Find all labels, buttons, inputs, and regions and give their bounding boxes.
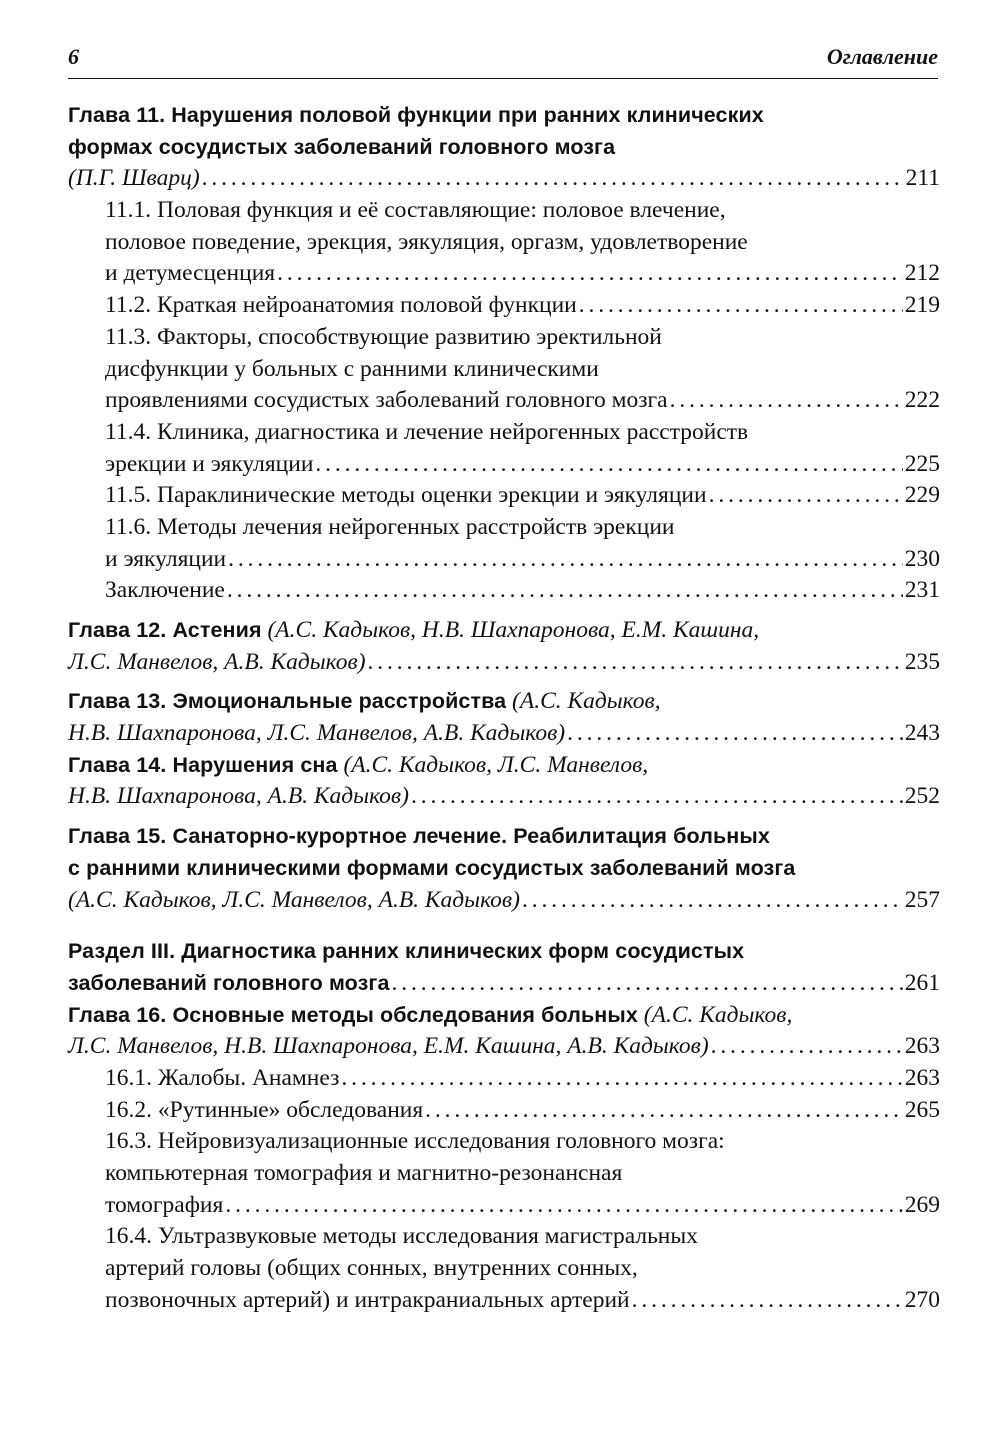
chapter-15-title-line2: с ранними клиническими формами сосудистых заболеваний мозга: [68, 855, 796, 880]
dot-leader: [711, 1031, 903, 1063]
chapter-13-authors-part1: (А.С. Кадыков,: [512, 688, 661, 715]
part-3-title-line1: Раздел III. Диагностика ранних клинических форм сосудистых: [68, 939, 745, 964]
section-11-2-title: 11.2. Краткая нейроанатомия половой функции: [105, 292, 577, 319]
section-11-1-line3: и детумесценция: [105, 260, 276, 287]
section-11-conclusion-page: 231: [904, 577, 940, 604]
section-11-6-line1: 11.6. Методы лечения нейрогенных расстройств эрекции: [105, 513, 675, 540]
chapter-13-line1: [68, 686, 940, 718]
section-11-1-line1: 11.1. Половая функция и её составляющие: половое влечение,: [105, 197, 726, 224]
chapter-13-entry[interactable]: [68, 718, 940, 750]
dot-leader: [632, 1285, 903, 1317]
section-16-2-title: 16.2. «Рутинные» обследования: [105, 1096, 424, 1123]
section-11-6-entry[interactable]: [68, 544, 940, 576]
chapter-12-authors-part1: (А.С. Кадыков, Н.В. Шахпаронова, Е.М. Кашина,: [267, 617, 760, 643]
chapter-13-page: 243: [904, 720, 940, 747]
running-title: Оглавление: [826, 44, 938, 69]
chapter-16-page: 263: [904, 1033, 940, 1060]
section-11-conclusion-title: Заключение: [105, 577, 225, 604]
section-16-3-entry[interactable]: [68, 1190, 940, 1222]
part-3-entry[interactable]: [68, 968, 940, 1000]
chapter-14-line1: [68, 750, 940, 782]
section-16-3-line3: томография: [105, 1191, 224, 1218]
dot-leader: [392, 968, 903, 1000]
dot-leader: [227, 575, 903, 607]
part-3-title-line2: заболеваний головного мозга: [68, 970, 390, 995]
chapter-12-entry[interactable]: [68, 647, 940, 679]
section-11-1-page: 212: [904, 260, 940, 287]
chapter-11-authors: (П.Г. Шварц): [68, 165, 200, 192]
dot-leader: [411, 781, 903, 813]
part-3-page: 261: [904, 969, 940, 996]
table-of-contents: [68, 100, 940, 1316]
chapter-13-authors-part2: Н.В. Шахпаронова, Л.С. Манвелов, А.В. Кадыков): [68, 720, 566, 747]
section-11-3-line1: 11.3. Факторы, способствующие развитию эректильной: [105, 323, 662, 350]
dot-leader: [202, 163, 904, 195]
section-11-1-entry[interactable]: [68, 258, 940, 290]
section-11-4-entry[interactable]: [68, 449, 940, 481]
section-16-2-entry[interactable]: [68, 1095, 940, 1127]
section-16-1-entry[interactable]: [68, 1063, 940, 1095]
dot-leader: [315, 449, 902, 481]
section-11-5-title: 11.5. Параклинические методы оценки эрекции и эякуляции: [105, 482, 707, 509]
section-11-6-line2: и эякуляции: [105, 545, 227, 572]
dot-leader: [567, 718, 903, 750]
running-header: [68, 44, 938, 79]
section-11-3-page: 222: [904, 387, 940, 414]
section-11-2-entry[interactable]: [68, 290, 940, 322]
section-16-4-line1: 16.4. Ультразвуковые методы исследования магистральных: [105, 1223, 698, 1250]
chapter-12-title: Глава 12. Астения: [68, 618, 262, 642]
section-16-1-page: 263: [904, 1064, 940, 1091]
section-11-3-line2: дисфункции у больных с ранними клиническими: [105, 355, 599, 382]
chapter-12-page: 235: [904, 648, 940, 675]
section-16-1-title: 16.1. Жалобы. Анамнез: [105, 1064, 340, 1091]
chapter-12-line1: [68, 615, 940, 647]
section-16-3-line2: компьютерная томография и магнитно-резонансная: [105, 1160, 623, 1186]
chapter-13-title: Глава 13. Эмоциональные расстройства: [68, 689, 507, 714]
section-11-1-line2: половое поведение, эрекция, эякуляция, оргазм, удовлетворение: [105, 228, 748, 255]
chapter-16-authors-part2: Л.С. Манвелов, Н.В. Шахпаронова, Е.М. Кашина, А.В. Кадыков): [68, 1033, 709, 1060]
dot-leader: [225, 1190, 902, 1222]
chapter-16-line1: [68, 1000, 940, 1032]
section-16-4-line3: позвоночных артерий) и интракраниальных артерий: [105, 1286, 630, 1313]
chapter-16-authors-part1: (А.С. Кадыков,: [643, 1001, 793, 1028]
section-16-3-page: 269: [904, 1191, 940, 1218]
chapter-14-authors-part1: (А.С. Кадыков, Л.С. Манвелов,: [343, 751, 649, 778]
chapter-14-title: Глава 14. Нарушения сна: [68, 752, 338, 777]
section-16-3-line1: 16.3. Нейровизуализационные исследования головного мозга:: [105, 1128, 725, 1155]
section-16-4-entry[interactable]: [68, 1285, 940, 1317]
section-11-4-line1: 11.4. Клиника, диагностика и лечение нейрогенных расстройств: [105, 418, 749, 445]
section-11-conclusion-entry[interactable]: [68, 575, 940, 607]
chapter-16-entry[interactable]: [68, 1031, 940, 1063]
section-16-4-page: 270: [904, 1286, 940, 1313]
dot-leader: [277, 258, 903, 290]
dot-leader: [425, 1095, 903, 1127]
chapter-12-authors-part2: Л.С. Манвелов, А.В. Кадыков): [68, 648, 366, 675]
section-11-2-page: 219: [904, 292, 940, 319]
section-16-4-line2: артерий головы (общих сонных, внутренних сонных,: [105, 1255, 638, 1282]
page-number: 6: [68, 44, 79, 69]
section-11-3-line3: проявлениями сосудистых заболеваний головного мозга: [105, 387, 668, 414]
dot-leader: [341, 1063, 902, 1095]
chapter-16-title: Глава 16. Основные методы обследования больных: [68, 1002, 638, 1027]
chapter-14-entry[interactable]: [68, 781, 940, 813]
section-11-6-page: 230: [904, 545, 940, 572]
chapter-14-authors-part2: Н.В. Шахпаронова, А.В. Кадыков): [68, 783, 409, 810]
chapter-11-title-line1: Глава 11. Нарушения половой функции при ранних клинических: [68, 103, 764, 127]
chapter-15-authors: (А.С. Кадыков, Л.С. Манвелов, А.В. Кадыков): [68, 886, 520, 913]
section-11-5-page: 229: [904, 482, 940, 509]
chapter-15-title-line1: Глава 15. Санаторно-курортное лечение. Реабилитация больных: [68, 824, 770, 849]
dot-leader: [709, 480, 903, 512]
chapter-11-page: 211: [905, 165, 940, 192]
dot-leader: [670, 385, 903, 417]
section-11-5-entry[interactable]: [68, 480, 940, 512]
chapter-14-page: 252: [904, 783, 940, 810]
dot-leader: [368, 647, 903, 679]
chapter-15-page: 257: [904, 886, 940, 913]
section-11-3-entry[interactable]: [68, 385, 940, 417]
chapter-11-entry[interactable]: [68, 163, 940, 195]
section-16-2-page: 265: [904, 1096, 940, 1123]
section-11-4-line2: эрекции и эякуляции: [105, 450, 314, 477]
dot-leader: [579, 290, 903, 322]
dot-leader: [228, 544, 903, 576]
chapter-11-title-line2: формах сосудистых заболеваний головного мозга: [68, 134, 616, 159]
dot-leader: [522, 885, 903, 917]
section-11-4-page: 225: [904, 450, 940, 477]
chapter-15-entry[interactable]: [68, 885, 940, 917]
